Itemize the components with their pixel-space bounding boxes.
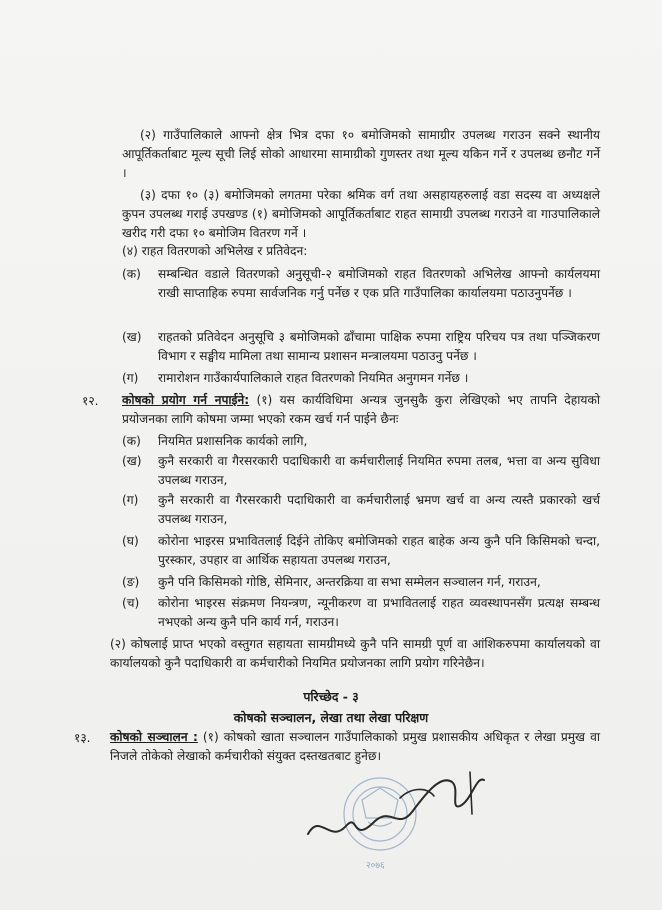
item-label: (ग) bbox=[122, 371, 139, 385]
report-item-kha bbox=[122, 328, 600, 368]
item-label: (ख) bbox=[122, 330, 142, 344]
item-text: सम्बन्धित वडाले वितरणको अनुसूची-२ बमोजिमको राहत वितरणको अभिलेख आफ्नो कार्यलयमा राखी साप्ताहिक रुपमा सार्वजनिक गर्नु पर्नेछ र एक प्रति गाउँपालिका कार्यालयमा पठाउनुपर्नेछ । bbox=[158, 267, 600, 300]
paragraph-2: (२) गाउँपालिकाले आफ्नो क्षेत्र भित्र दफा १० बमोजिमको सामाग्रीर उपलब्ध गराउन सक्ने स्थानीय आपूर्तिकर्ताबाट मूल्य सूची लिई सोको आधारमा सामाग्रीको गुणस्तर तथा मूल्य यकिन गर्ने र उपलब्ध छनौट गर्ने । bbox=[122, 128, 600, 180]
section-13-text: कोषको सञ्चालन : (१) कोषको खाता सञ्चालन गाउँपालिकाको प्रमुख प्रशासकीय अधिकृत र लेखा प्रमुख वा निजले तोकेको लेखाको कर्मचारीको संयुक्त दस्तखतबाट हुनेछ। bbox=[110, 730, 600, 763]
paragraph-4: (४) राहत वितरणको अभिलेख र प्रतिवेदन: bbox=[122, 244, 308, 258]
signature bbox=[300, 752, 500, 852]
restriction-item-cha: (च) कोरोना भाइरस संक्रमण नियन्त्रण, न्यूनीकरण वा प्रभावितलाई राहत व्यवस्थापनसँग प्रत्यक्ष सम्बन्ध नभएको अन्य कुनै पनि कार्य गर्न, गराउन। bbox=[122, 596, 600, 629]
restriction-item-gha: (घ) कोरोना भाइरस प्रभावितलाई दिईने तोकिए बमोजिमको राहत बाहेक अन्य कुनै पनि किसिमको चन्दा, पुरस्कार, उपहार वा आर्थिक सहायता उपलब्ध गराउन, bbox=[122, 534, 600, 567]
report-item-ka bbox=[122, 265, 600, 325]
section-12-intro: कोषको प्रयोग गर्न नपाईने: (१) यस कार्यविधिमा अन्यत्र जुनसुकै कुरा लेखिएको भए तापनि देहायको प्रयोजनका लागि कोषमा जम्मा भएको रकम खर्च गर्न पाईने छैनः bbox=[122, 393, 600, 426]
item-label: (क) bbox=[122, 267, 141, 281]
section-12-heading: कोषको प्रयोग गर्न नपाईने: bbox=[122, 393, 250, 407]
restriction-item-kha: (ख) कुनै सरकारी वा गैरसरकारी पदाधिकारी वा कर्मचारीलाई नियमित रुपमा तलब, भत्ता वा अन्य सुविधा उपलब्ध गराउन, bbox=[122, 454, 600, 487]
section-13-heading: कोषको सञ्चालन : bbox=[110, 730, 198, 744]
restriction-item-ga: (ग) कुनै सरकारी वा गैरसरकारी पदाधिकारी वा कर्मचारीलाई भ्रमण खर्च वा अन्य त्यस्तै प्रकारको खर्च उपलब्ध गराउन, bbox=[122, 493, 600, 526]
item-text: रामारोशन गाउँकार्यपालिकाले राहत वितरणको नियमित अनुगमन गर्नेछ । bbox=[158, 371, 469, 385]
report-item-ga bbox=[122, 369, 600, 389]
section-12-paragraph-2: (२) कोषलाई प्राप्त भएको वस्तुगत सहायता सामग्रीमध्ये कुनै पनि सामग्री पूर्ण वा आंशिकरुपमा कार्यालयको वा कार्यालयको कुनै पदाधिकारी वा कर्मचारीको नियमित प्रयोजनका लागि प्रयोग गरिनेछैन। bbox=[110, 637, 600, 670]
section-12-number: १२. bbox=[82, 394, 99, 408]
paragraph-3: (३) दफा १० (३) बमोजिमको लगतमा परेका श्रमिक वर्ग तथा असहायहरुलाई वडा सदस्य वा अध्यक्षले कुपन उपलब्ध गराई उपखण्ड (१) बमोजिमको आपूर्तिकर्ताबाट राहत सामाग्री उपलब्ध गराउने वा गाउपालिकाले खरीद गरी दफा १० बमोजिम वितरण गर्ने । bbox=[122, 188, 600, 240]
chapter-subtitle: कोषको सञ्चालन, लेखा तथा लेखा परिक्षण bbox=[233, 710, 429, 725]
chapter-title: परिच्छेद - ३ bbox=[303, 689, 359, 704]
section-13-number: १३. bbox=[74, 731, 91, 745]
item-text: राहतको प्रतिवेदन अनुसूचि ३ बमोजिमको ढाँचामा पाक्षिक रुपमा राष्ट्रिय परिचय पत्र तथा पञ्जिकरण विभाग र सङ्घीय मामिला तथा सामान्य प्रशासन मन्त्रालयमा पठाउनु पर्नेछ । bbox=[158, 330, 600, 363]
stamp-year: २०७६ bbox=[366, 861, 385, 871]
restriction-item-ka: (क) नियमित प्रशासनिक कार्यको लागि, bbox=[122, 434, 308, 448]
restriction-item-nga: (ङ) कुनै पनि किसिमको गोष्ठि, सेमिनार, अन्तरक्रिया वा सभा सम्मेलन सञ्चालन गर्न, गराउन, bbox=[122, 575, 541, 589]
